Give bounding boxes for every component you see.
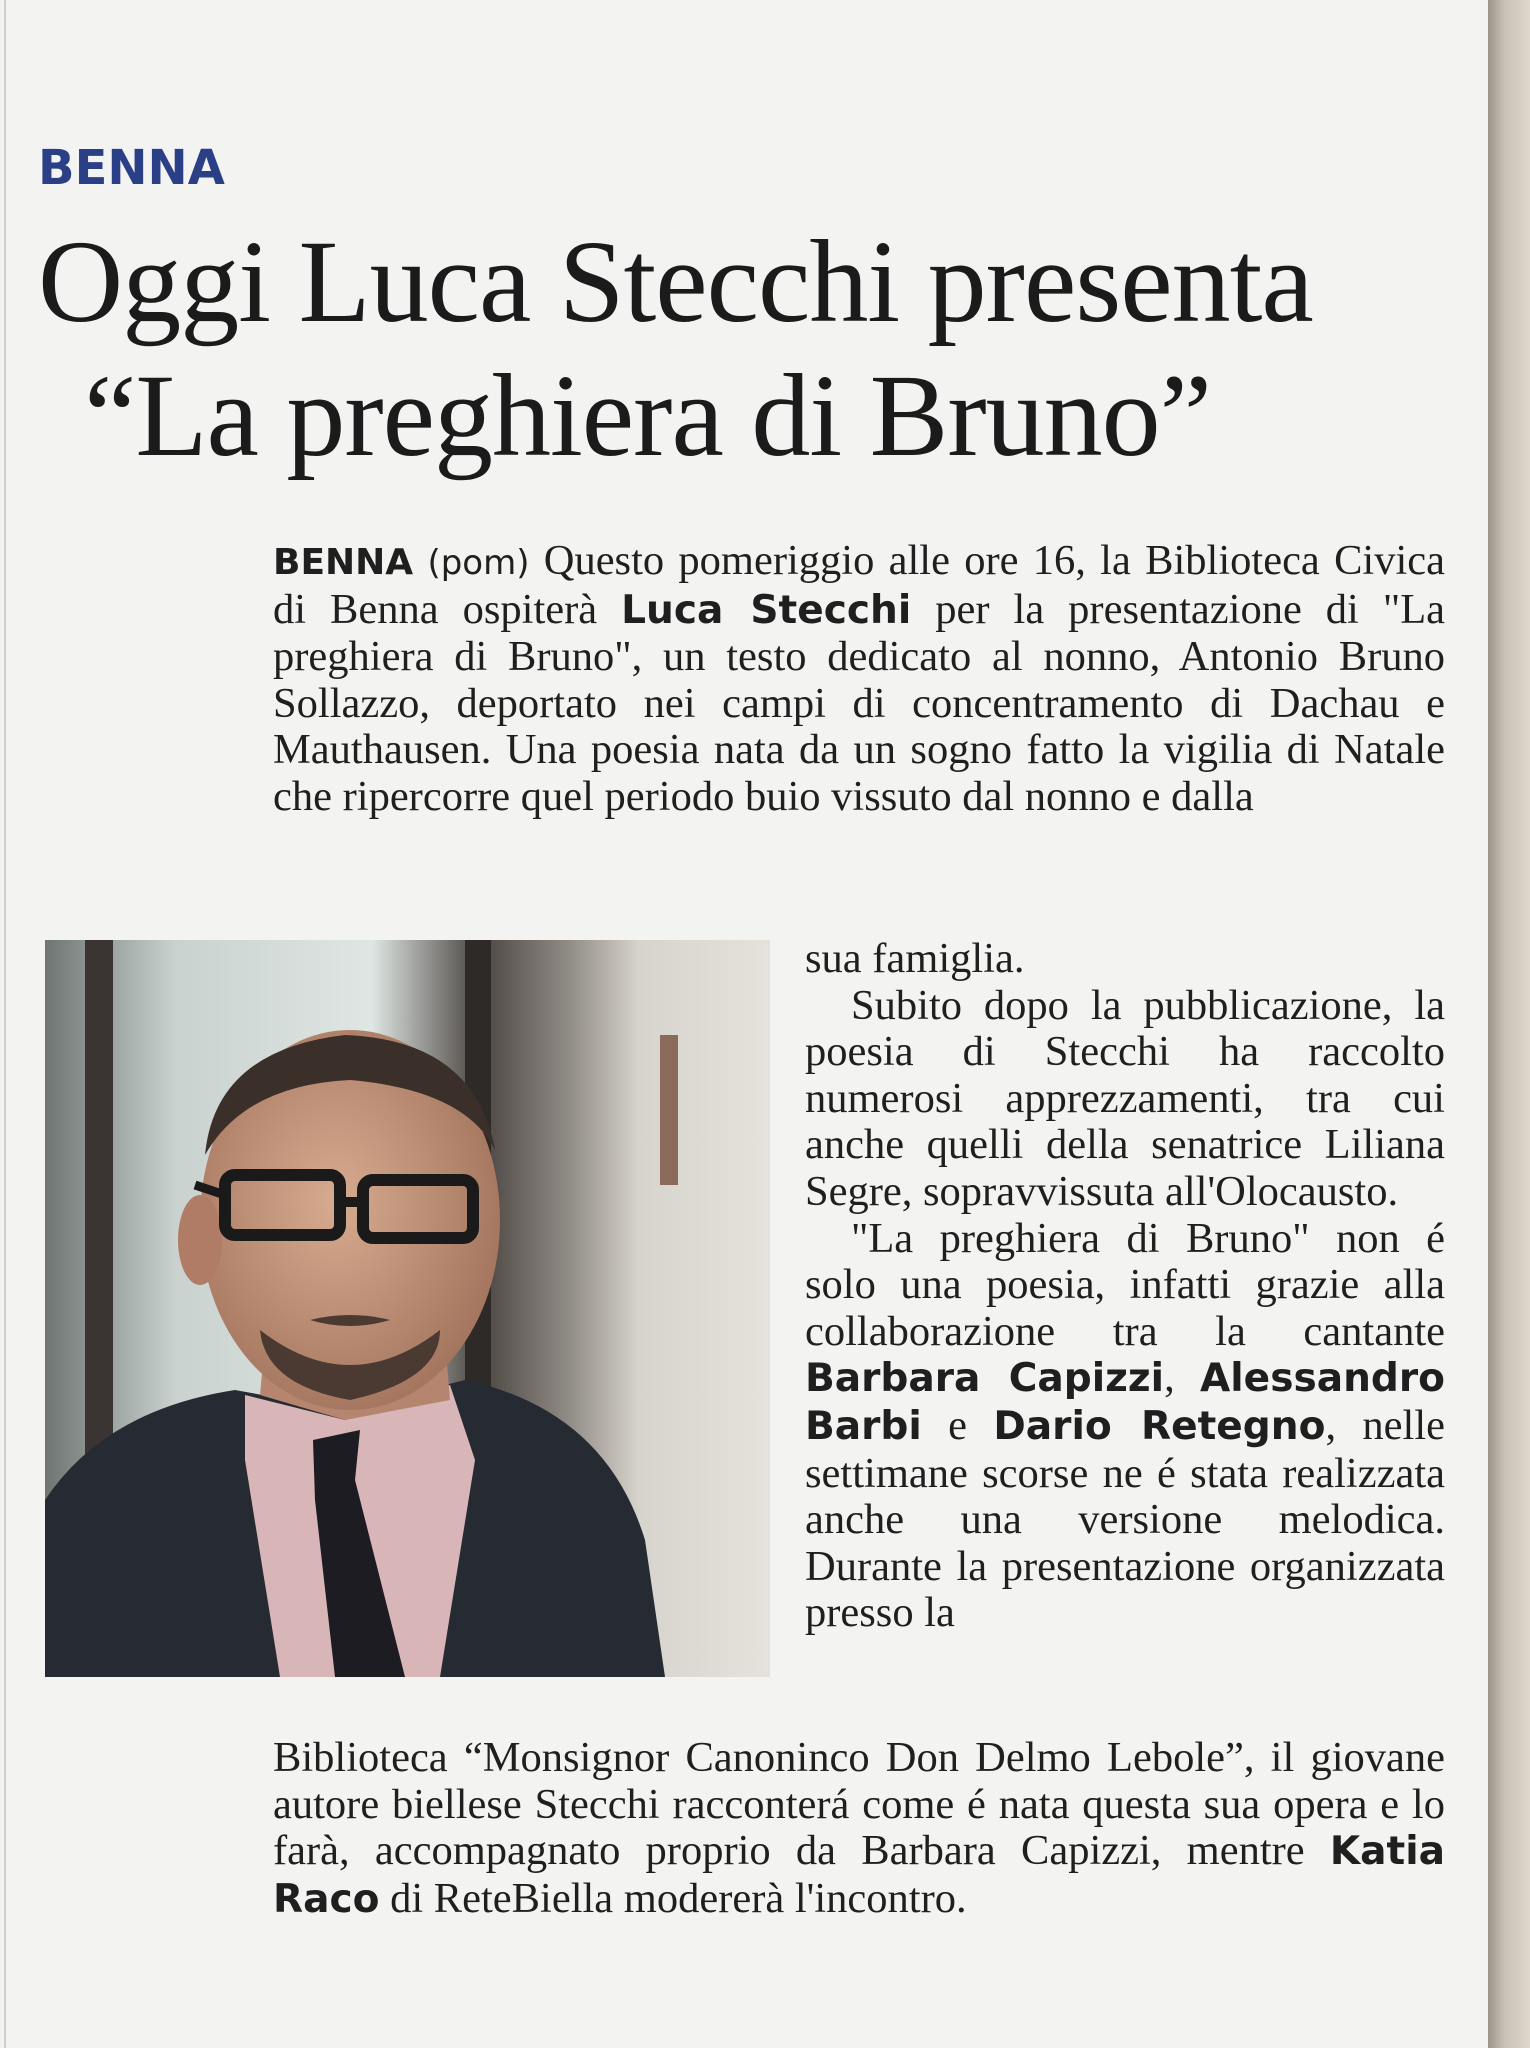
closing-text-1: Biblioteca “Monsignor Canoninco Don Delmo Lebole”, il giovane autore biellese Stecchi racconterá come é nata questa sua opera e lo farà, accompagnato proprio da Barbara Capizzi, mentre: [273, 1734, 1445, 1875]
separator-1: ,: [1164, 1354, 1201, 1402]
author-photo: [45, 940, 770, 1677]
separator-2: e: [921, 1401, 994, 1449]
lead-text-2: per la presentazione di "La preghiera di Bruno", un testo dedicato al nonno, Antonio Bruno Sollazzo, deportato nei campi di concentramento di Dachau e Mauthausen. Una poesia nata da un sogno fatto la vigilia di Natale che ripercorre quel periodo buio vissuto dal nonno e dalla: [273, 585, 1446, 820]
paragraph-3: [805, 1216, 1445, 1637]
headline: [38, 215, 1458, 483]
section-label: BENNA: [38, 140, 225, 196]
right-column: [805, 936, 1445, 1637]
column-continuation: sua famiglia.: [805, 935, 1025, 982]
dateline: BENNA: [273, 542, 414, 583]
agency-tag: (pom): [427, 543, 530, 583]
paper-edge: [1488, 0, 1530, 2048]
closing-paragraph: [273, 1735, 1445, 1923]
name-katia-raco: Katia Raco: [273, 1829, 1445, 1922]
name-barbara-capizzi: Barbara Capizzi: [805, 1356, 1165, 1402]
name-alessandro-barbi: Alessandro Barbi: [805, 1356, 1445, 1449]
paragraph-3-text-a: "La preghiera di Bruno" non é solo una poesia, infatti grazie alla collaborazione tra la cantante: [805, 1214, 1445, 1355]
column-rule: [4, 0, 6, 2048]
lead-text-1: Questo pomeriggio alle ore 16, la Biblioteca Civica di Benna ospiterà: [273, 537, 1446, 633]
author-name: Luca Stecchi: [621, 587, 912, 633]
paragraph-2: Subito dopo la pubblicazione, la poesia di Stecchi ha raccolto numerosi apprezzamenti, tra cui anche quelli della senatrice Liliana Segre, sopravvissuta all'Olocausto.: [805, 981, 1445, 1215]
paragraph-3-text-b: , nelle settimane scorse ne é stata realizzata anche una versione melodica. Durante la presentazione organizzata presso la: [805, 1401, 1445, 1637]
portrait-image: [45, 940, 770, 1677]
name-dario-retegno: Dario Retegno: [993, 1403, 1326, 1449]
headline-line-2: “La preghiera di Bruno”: [84, 350, 1211, 481]
headline-line-1: Oggi Luca Stecchi presenta: [38, 216, 1313, 347]
lead-paragraph: [273, 538, 1445, 821]
closing-text-2: di ReteBiella modererà l'incontro.: [379, 1874, 967, 1922]
